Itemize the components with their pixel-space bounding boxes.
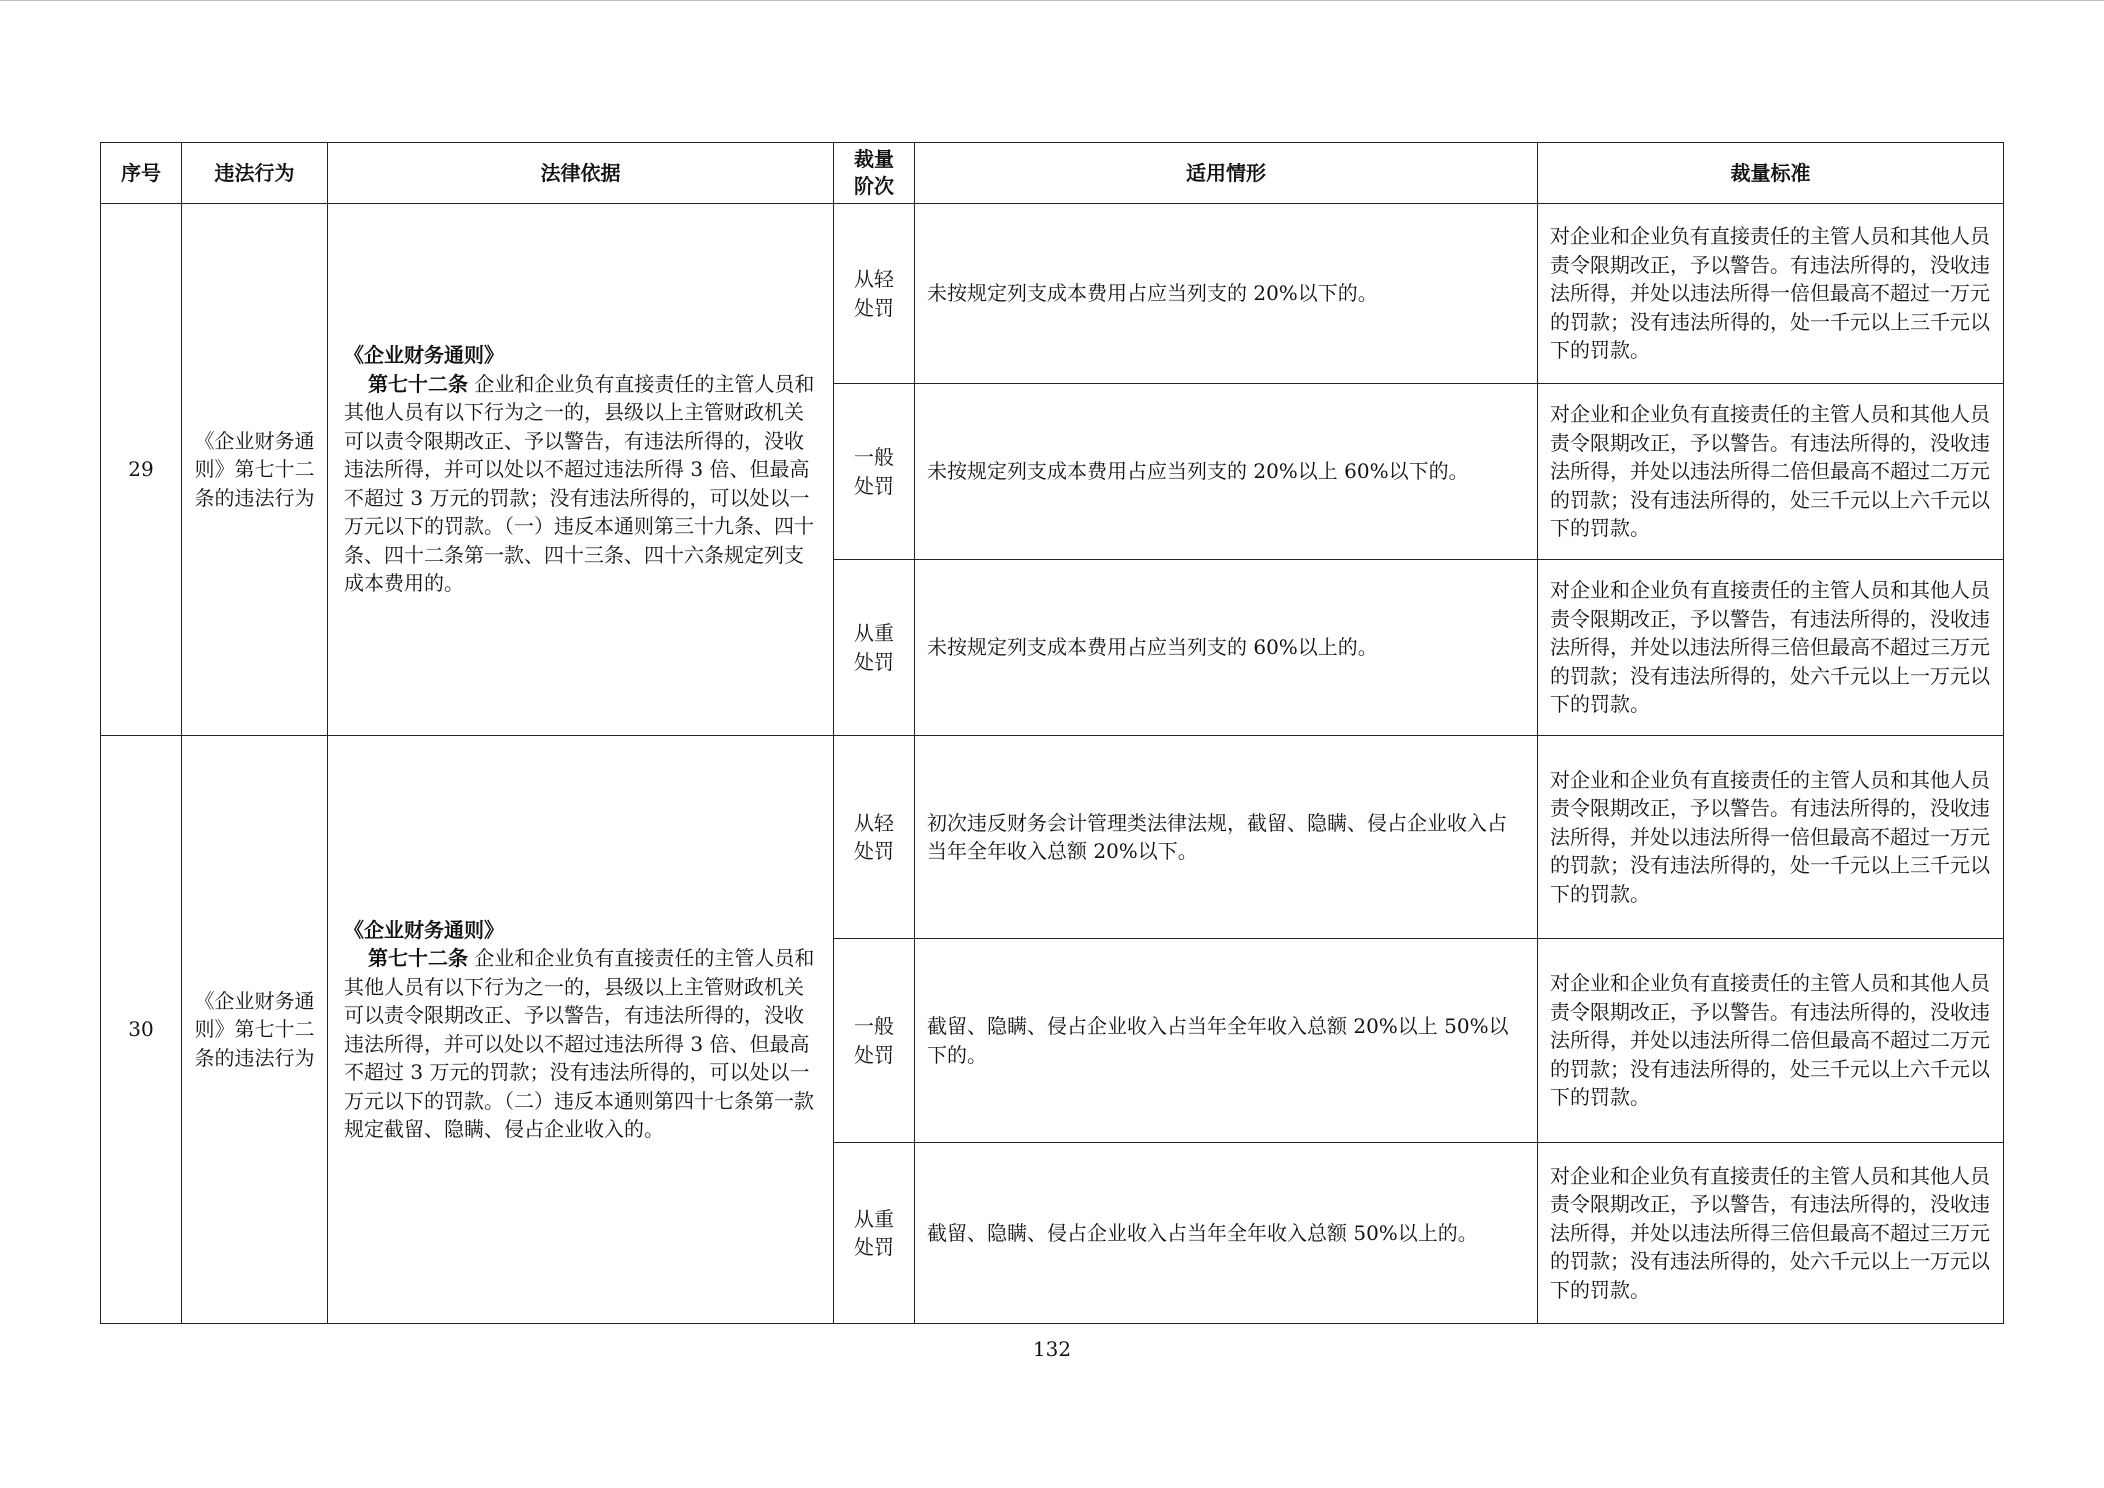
header-level: 裁量 阶次 xyxy=(834,143,915,204)
discretion-standards-table xyxy=(100,142,2004,1324)
penalty-level: 一般 处罚 xyxy=(834,939,915,1143)
header-legal-basis: 法律依据 xyxy=(328,143,834,204)
table-row xyxy=(101,204,2004,384)
page-number: 132 xyxy=(1032,1337,1072,1361)
top-border-line xyxy=(0,0,2104,1)
penalty-standard: 对企业和企业负有直接责任的主管人员和其他人员责令限期改正，予以警告。有违法所得的，没收违法所得，并处以违法所得二倍但最高不超过二万元的罚款；没有违法所得的，处三千元以上六千元以下的罚款。 xyxy=(1538,384,2004,560)
violation-act: 《企业财务通则》第七十二条的违法行为 xyxy=(182,736,328,1324)
law-title: 《企业财务通则》 xyxy=(344,917,504,942)
table-row xyxy=(101,736,2004,939)
header-no: 序号 xyxy=(101,143,182,204)
penalty-level: 从轻 处罚 xyxy=(834,204,915,384)
applicable-situation: 未按规定列支成本费用占应当列支的 20%以下的。 xyxy=(915,204,1538,384)
applicable-situation: 截留、隐瞒、侵占企业收入占当年全年收入总额 20%以上 50%以下的。 xyxy=(915,939,1538,1143)
article-text: 企业和企业负有直接责任的主管人员和其他人员有以下行为之一的，县级以上主管财政机关可以责令限期改正、予以警告，有违法所得的，没收违法所得，并可以处以不超过违法所得 3 倍、但最高不超过 3 万元的罚款；没有违法所得的，可以处以一万元以下的罚款。（二）违反本通则第四十七条第一款规定截留、隐瞒、侵占企业收入的。 xyxy=(344,946,815,1141)
applicable-situation: 未按规定列支成本费用占应当列支的 60%以上的。 xyxy=(915,560,1538,736)
law-title: 《企业财务通则》 xyxy=(344,343,504,368)
applicable-situation: 截留、隐瞒、侵占企业收入占当年全年收入总额 50%以上的。 xyxy=(915,1143,1538,1324)
article-number: 第七十二条 xyxy=(368,946,468,970)
penalty-standard: 对企业和企业负有直接责任的主管人员和其他人员责令限期改正，予以警告。有违法所得的，没收违法所得，并处以违法所得二倍但最高不超过二万元的罚款；没有违法所得的，处三千元以上六千元以下的罚款。 xyxy=(1538,939,2004,1143)
header-standard: 裁量标准 xyxy=(1538,143,2004,204)
penalty-standard: 对企业和企业负有直接责任的主管人员和其他人员责令限期改正，予以警告。有违法所得的，没收违法所得，并处以违法所得一倍但最高不超过一万元的罚款；没有违法所得的，处一千元以上三千元以下的罚款。 xyxy=(1538,736,2004,939)
table-header-row xyxy=(101,143,2004,204)
penalty-level: 从轻 处罚 xyxy=(834,736,915,939)
penalty-standard: 对企业和企业负有直接责任的主管人员和其他人员责令限期改正，予以警告，有违法所得的，没收违法所得，并处以违法所得三倍但最高不超过三万元的罚款；没有违法所得的，处六千元以上一万元以下的罚款。 xyxy=(1538,560,2004,736)
law-article xyxy=(344,944,821,1144)
article-number: 第七十二条 xyxy=(368,371,468,396)
applicable-situation: 初次违反财务会计管理类法律法规，截留、隐瞒、侵占企业收入占当年全年收入总额 20%以下。 xyxy=(915,736,1538,939)
penalty-level: 从重 处罚 xyxy=(834,1143,915,1324)
penalty-standard: 对企业和企业负有直接责任的主管人员和其他人员责令限期改正，予以警告。有违法所得的，没收违法所得，并处以违法所得一倍但最高不超过一万元的罚款；没有违法所得的，处一千元以上三千元以下的罚款。 xyxy=(1538,204,2004,384)
legal-basis xyxy=(328,204,834,736)
applicable-situation: 未按规定列支成本费用占应当列支的 20%以上 60%以下的。 xyxy=(915,384,1538,560)
header-situation: 适用情形 xyxy=(915,143,1538,204)
law-article xyxy=(344,370,821,598)
penalty-level: 从重 处罚 xyxy=(834,560,915,736)
violation-act: 《企业财务通则》第七十二条的违法行为 xyxy=(182,204,328,736)
row-number: 29 xyxy=(101,204,182,736)
penalty-standard: 对企业和企业负有直接责任的主管人员和其他人员责令限期改正，予以警告，有违法所得的，没收违法所得，并处以违法所得三倍但最高不超过三万元的罚款；没有违法所得的，处六千元以上一万元以下的罚款。 xyxy=(1538,1143,2004,1324)
row-number: 30 xyxy=(101,736,182,1324)
legal-basis xyxy=(328,736,834,1324)
penalty-level: 一般 处罚 xyxy=(834,384,915,560)
header-violation: 违法行为 xyxy=(182,143,328,204)
article-text: 企业和企业负有直接责任的主管人员和其他人员有以下行为之一的，县级以上主管财政机关可以责令限期改正、予以警告，有违法所得的，没收违法所得，并可以处以不超过违法所得 3 倍、但最高不超过 3 万元的罚款；没有违法所得的，可以处以一万元以下的罚款。（一）违反本通则第三十九条、四十条、四十二条第一款、四十三条、四十六条规定列支成本费用的。 xyxy=(344,371,815,596)
